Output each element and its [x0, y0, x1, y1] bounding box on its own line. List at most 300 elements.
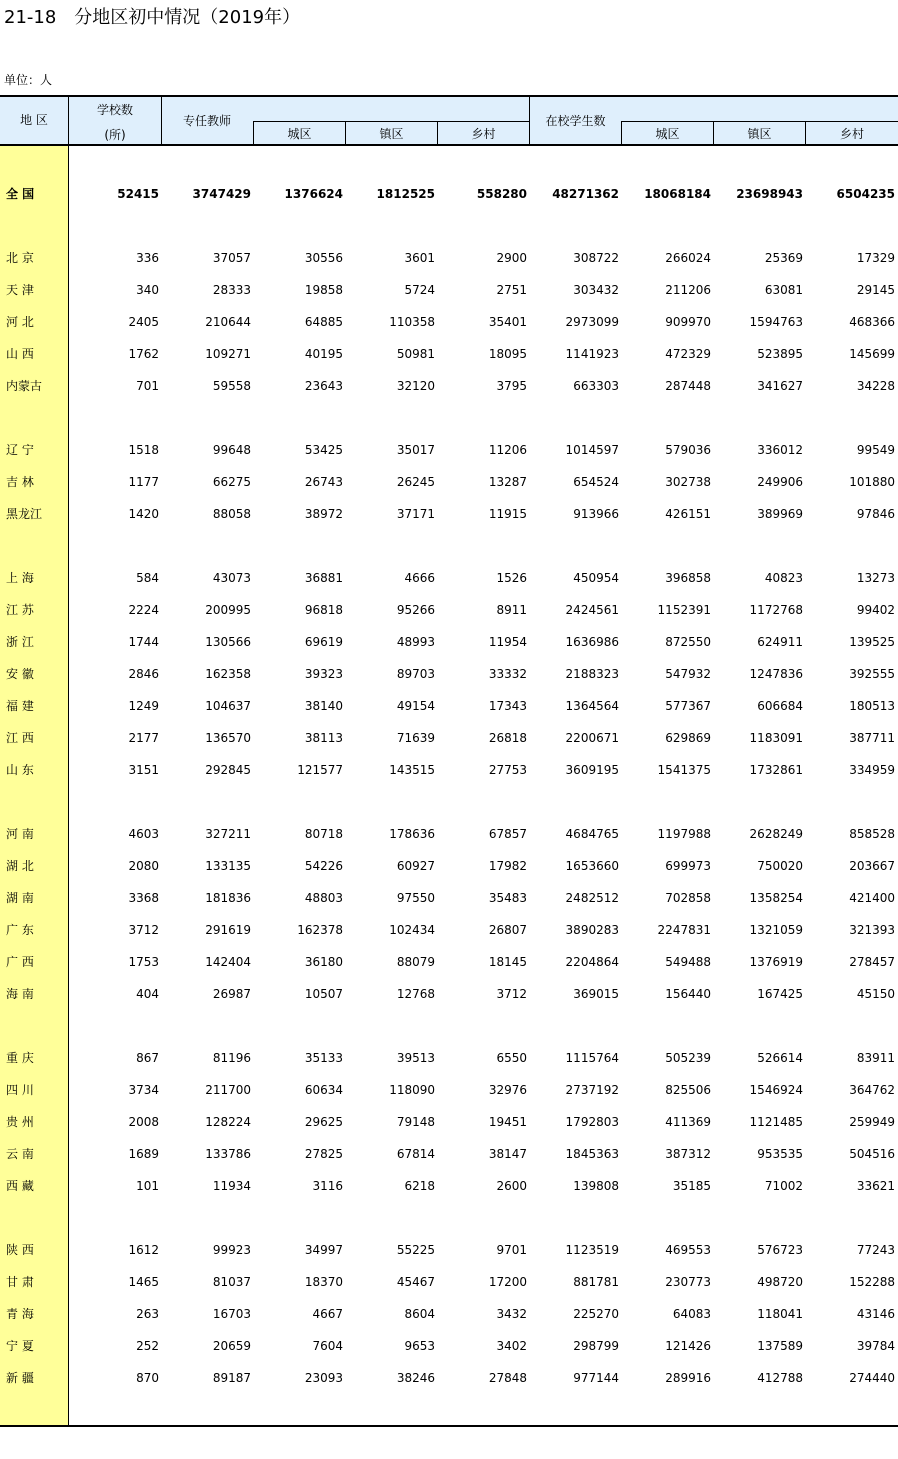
region-name: 湖 北 — [6, 859, 34, 873]
cell-students: 1636986 — [565, 635, 619, 649]
table-header — [0, 95, 898, 146]
region-name: 海 南 — [6, 987, 34, 1001]
cell-teachers-town: 1812525 — [376, 187, 435, 201]
cell-teachers-rural: 18095 — [488, 347, 527, 361]
cell-students-rural: 504516 — [849, 1147, 895, 1161]
cell-teachers-urban: 27825 — [304, 1147, 343, 1161]
table-row — [0, 376, 898, 396]
region-name: 甘 肃 — [6, 1275, 34, 1289]
table-row — [0, 440, 898, 460]
cell-schools: 2177 — [128, 731, 159, 745]
table-row — [0, 632, 898, 652]
cell-students-urban: 35185 — [672, 1179, 711, 1193]
cell-students-urban: 825506 — [665, 1083, 711, 1097]
cell-students-urban: 2247831 — [657, 923, 711, 937]
cell-teachers-town: 55225 — [396, 1243, 435, 1257]
cell-students: 654524 — [573, 475, 619, 489]
cell-students: 3890283 — [565, 923, 619, 937]
table-row — [0, 664, 898, 684]
cell-students-rural: 321393 — [849, 923, 895, 937]
region-name: 安 徽 — [6, 667, 34, 681]
cell-students-urban: 699973 — [665, 859, 711, 873]
cell-students-rural: 278457 — [849, 955, 895, 969]
header-students-rural: 乡村 — [839, 127, 864, 141]
cell-teachers: 37057 — [212, 251, 251, 265]
cell-teachers-rural: 2600 — [496, 1179, 527, 1193]
cell-teachers-town: 39513 — [396, 1051, 435, 1065]
cell-teachers: 16703 — [212, 1307, 251, 1321]
cell-teachers: 133786 — [205, 1147, 251, 1161]
table-row — [0, 920, 898, 940]
cell-teachers-town: 38246 — [396, 1371, 435, 1385]
cell-teachers-urban: 38113 — [304, 731, 343, 745]
cell-teachers-town: 79148 — [396, 1115, 435, 1129]
cell-teachers-rural: 13287 — [488, 475, 527, 489]
cell-teachers-town: 143515 — [389, 763, 435, 777]
table-row — [0, 248, 898, 268]
cell-students-town: 25369 — [764, 251, 803, 265]
cell-students-rural: 39784 — [856, 1339, 895, 1353]
cell-students-urban: 505239 — [665, 1051, 711, 1065]
cell-students-rural: 387711 — [849, 731, 895, 745]
cell-students-rural: 180513 — [849, 699, 895, 713]
table-row — [0, 888, 898, 908]
cell-students-town: 341627 — [757, 379, 803, 393]
cell-schools: 52415 — [117, 187, 159, 201]
cell-teachers: 210644 — [205, 315, 251, 329]
cell-students-rural: 45150 — [856, 987, 895, 1001]
cell-students-town: 1321059 — [749, 923, 803, 937]
region-column-background — [0, 146, 69, 1425]
cell-schools: 263 — [136, 1307, 159, 1321]
header-students-urban: 城区 — [655, 127, 680, 141]
cell-teachers: 89187 — [212, 1371, 251, 1385]
cell-students-town: 1376919 — [749, 955, 803, 969]
table-row — [0, 1272, 898, 1292]
cell-teachers-town: 26245 — [396, 475, 435, 489]
region-name: 广 西 — [6, 955, 34, 969]
cell-students-urban: 629869 — [665, 731, 711, 745]
cell-schools: 404 — [136, 987, 159, 1001]
cell-students-rural: 139525 — [849, 635, 895, 649]
cell-schools: 3368 — [128, 891, 159, 905]
cell-teachers: 327211 — [205, 827, 251, 841]
cell-students-urban: 1152391 — [657, 603, 711, 617]
cell-students-town: 2628249 — [749, 827, 803, 841]
cell-students-town: 167425 — [757, 987, 803, 1001]
cell-students-urban: 426151 — [665, 507, 711, 521]
cell-students-town: 118041 — [757, 1307, 803, 1321]
cell-schools: 870 — [136, 1371, 159, 1385]
table-row — [0, 1048, 898, 1068]
cell-teachers-urban: 48803 — [304, 891, 343, 905]
cell-students-rural: 858528 — [849, 827, 895, 841]
cell-students: 2973099 — [565, 315, 619, 329]
cell-teachers-town: 49154 — [396, 699, 435, 713]
cell-teachers-town: 71639 — [396, 731, 435, 745]
region-name: 陕 西 — [6, 1243, 34, 1257]
cell-teachers-urban: 39323 — [304, 667, 343, 681]
cell-teachers: 99923 — [212, 1243, 251, 1257]
cell-schools: 1518 — [128, 443, 159, 457]
cell-schools: 3734 — [128, 1083, 159, 1097]
cell-students: 4684765 — [565, 827, 619, 841]
cell-students-rural: 99402 — [856, 603, 895, 617]
cell-students-town: 1358254 — [749, 891, 803, 905]
cell-teachers: 81196 — [212, 1051, 251, 1065]
cell-teachers: 292845 — [205, 763, 251, 777]
cell-students-urban: 387312 — [665, 1147, 711, 1161]
region-name: 河 北 — [6, 315, 34, 329]
cell-teachers-town: 110358 — [389, 315, 435, 329]
cell-students-urban: 411369 — [665, 1115, 711, 1129]
cell-teachers-rural: 9701 — [496, 1243, 527, 1257]
cell-teachers-urban: 162378 — [297, 923, 343, 937]
cell-teachers-rural: 8911 — [496, 603, 527, 617]
cell-schools: 1177 — [128, 475, 159, 489]
region-name: 上 海 — [6, 571, 34, 585]
cell-teachers-rural: 27848 — [488, 1371, 527, 1385]
cell-teachers-urban: 53425 — [304, 443, 343, 457]
region-name: 西 藏 — [6, 1179, 34, 1193]
cell-students-urban: 64083 — [672, 1307, 711, 1321]
cell-teachers: 181836 — [205, 891, 251, 905]
cell-students-rural: 97846 — [856, 507, 895, 521]
region-name: 青 海 — [6, 1307, 34, 1321]
cell-students-town: 1546924 — [749, 1083, 803, 1097]
cell-teachers-rural: 11915 — [488, 507, 527, 521]
table-row — [0, 696, 898, 716]
cell-students-town: 40823 — [764, 571, 803, 585]
cell-students-rural: 99549 — [856, 443, 895, 457]
cell-students: 1792803 — [565, 1115, 619, 1129]
cell-students: 369015 — [573, 987, 619, 1001]
table-row — [0, 1336, 898, 1356]
cell-students-town: 249906 — [757, 475, 803, 489]
cell-teachers-town: 45467 — [396, 1275, 435, 1289]
cell-students: 1364564 — [565, 699, 619, 713]
cell-teachers-urban: 36881 — [304, 571, 343, 585]
cell-students: 450954 — [573, 571, 619, 585]
cell-teachers: 130566 — [205, 635, 251, 649]
cell-students: 977144 — [573, 1371, 619, 1385]
cell-students-urban: 302738 — [665, 475, 711, 489]
cell-schools: 1762 — [128, 347, 159, 361]
cell-teachers: 136570 — [205, 731, 251, 745]
cell-schools: 101 — [136, 1179, 159, 1193]
table-row — [0, 1144, 898, 1164]
cell-students: 2200671 — [565, 731, 619, 745]
cell-teachers-urban: 29625 — [304, 1115, 343, 1129]
cell-teachers-rural: 3402 — [496, 1339, 527, 1353]
header-divider — [621, 121, 898, 122]
cell-teachers-town: 48993 — [396, 635, 435, 649]
cell-students: 2204864 — [565, 955, 619, 969]
cell-students-town: 953535 — [757, 1147, 803, 1161]
cell-teachers: 26987 — [212, 987, 251, 1001]
cell-teachers: 128224 — [205, 1115, 251, 1129]
header-teachers-rural: 乡村 — [471, 127, 496, 141]
cell-students: 1653660 — [565, 859, 619, 873]
cell-teachers-urban: 19858 — [304, 283, 343, 297]
cell-schools: 252 — [136, 1339, 159, 1353]
cell-teachers-rural: 1526 — [496, 571, 527, 585]
cell-teachers-urban: 60634 — [304, 1083, 343, 1097]
cell-teachers-rural: 2900 — [496, 251, 527, 265]
cell-teachers-town: 12768 — [396, 987, 435, 1001]
cell-teachers: 28333 — [212, 283, 251, 297]
cell-students: 308722 — [573, 251, 619, 265]
cell-students-rural: 334959 — [849, 763, 895, 777]
cell-teachers-urban: 34997 — [304, 1243, 343, 1257]
cell-teachers-rural: 27753 — [488, 763, 527, 777]
header-students: 在校学生数 — [545, 114, 606, 128]
region-name: 天 津 — [6, 283, 34, 297]
region-name: 新 疆 — [6, 1371, 34, 1385]
table-row — [0, 1112, 898, 1132]
cell-teachers-town: 3601 — [404, 251, 435, 265]
cell-students: 303432 — [573, 283, 619, 297]
cell-students-urban: 547932 — [665, 667, 711, 681]
cell-teachers-urban: 23093 — [304, 1371, 343, 1385]
cell-teachers-rural: 6550 — [496, 1051, 527, 1065]
cell-teachers-rural: 2751 — [496, 283, 527, 297]
cell-teachers: 99648 — [212, 443, 251, 457]
cell-teachers-urban: 36180 — [304, 955, 343, 969]
cell-students-rural: 83911 — [856, 1051, 895, 1065]
cell-students-town: 1121485 — [749, 1115, 803, 1129]
cell-teachers: 43073 — [212, 571, 251, 585]
cell-teachers-town: 88079 — [396, 955, 435, 969]
cell-teachers-rural: 11954 — [488, 635, 527, 649]
table-row — [0, 1240, 898, 1260]
cell-students-urban: 579036 — [665, 443, 711, 457]
cell-schools: 1249 — [128, 699, 159, 713]
table-row — [0, 856, 898, 876]
region-name: 辽 宁 — [6, 443, 34, 457]
cell-teachers-urban: 96818 — [304, 603, 343, 617]
cell-teachers: 133135 — [205, 859, 251, 873]
cell-teachers: 142404 — [205, 955, 251, 969]
header-students-town: 镇区 — [747, 127, 772, 141]
cell-schools: 701 — [136, 379, 159, 393]
cell-students-urban: 549488 — [665, 955, 711, 969]
region-name: 山 东 — [6, 763, 34, 777]
cell-schools: 1753 — [128, 955, 159, 969]
cell-schools: 2080 — [128, 859, 159, 873]
region-name: 浙 江 — [6, 635, 34, 649]
cell-teachers-urban: 121577 — [297, 763, 343, 777]
region-name: 全 国 — [6, 187, 35, 201]
cell-teachers-rural: 26807 — [488, 923, 527, 937]
cell-teachers-town: 118090 — [389, 1083, 435, 1097]
cell-students-town: 523895 — [757, 347, 803, 361]
table-row — [0, 1304, 898, 1324]
cell-students-urban: 289916 — [665, 1371, 711, 1385]
cell-schools: 1744 — [128, 635, 159, 649]
cell-students-rural: 34228 — [856, 379, 895, 393]
cell-students-rural: 421400 — [849, 891, 895, 905]
cell-teachers-rural: 35401 — [488, 315, 527, 329]
cell-students-urban: 266024 — [665, 251, 711, 265]
cell-teachers-rural: 38147 — [488, 1147, 527, 1161]
cell-students-town: 1172768 — [749, 603, 803, 617]
cell-students-town: 412788 — [757, 1371, 803, 1385]
cell-students-town: 526614 — [757, 1051, 803, 1065]
cell-schools: 2008 — [128, 1115, 159, 1129]
cell-teachers-town: 67814 — [396, 1147, 435, 1161]
cell-students: 298799 — [573, 1339, 619, 1353]
cell-teachers-town: 178636 — [389, 827, 435, 841]
cell-students: 913966 — [573, 507, 619, 521]
region-name: 内蒙古 — [6, 379, 43, 393]
cell-students-urban: 469553 — [665, 1243, 711, 1257]
cell-students-rural: 364762 — [849, 1083, 895, 1097]
cell-students-urban: 211206 — [665, 283, 711, 297]
cell-teachers: 109271 — [205, 347, 251, 361]
cell-students: 1123519 — [565, 1243, 619, 1257]
cell-teachers-rural: 11206 — [488, 443, 527, 457]
region-name: 福 建 — [6, 699, 34, 713]
region-name: 江 苏 — [6, 603, 34, 617]
cell-teachers-urban: 40195 — [304, 347, 343, 361]
region-name: 江 西 — [6, 731, 34, 745]
cell-teachers: 291619 — [205, 923, 251, 937]
cell-teachers-urban: 3116 — [312, 1179, 343, 1193]
cell-schools: 1689 — [128, 1147, 159, 1161]
cell-students: 139808 — [573, 1179, 619, 1193]
cell-teachers-town: 35017 — [396, 443, 435, 457]
cell-teachers-urban: 23643 — [304, 379, 343, 393]
cell-students-urban: 18068184 — [644, 187, 711, 201]
region-name: 云 南 — [6, 1147, 34, 1161]
cell-students-rural: 101880 — [849, 475, 895, 489]
cell-teachers-town: 32120 — [396, 379, 435, 393]
region-name: 北 京 — [6, 251, 34, 265]
cell-teachers-town: 6218 — [404, 1179, 435, 1193]
cell-teachers: 3747429 — [192, 187, 251, 201]
cell-teachers-town: 8604 — [404, 1307, 435, 1321]
cell-teachers: 66275 — [212, 475, 251, 489]
header-teachers-town: 镇区 — [379, 127, 404, 141]
cell-schools: 1465 — [128, 1275, 159, 1289]
cell-teachers: 200995 — [205, 603, 251, 617]
cell-teachers: 104637 — [205, 699, 251, 713]
cell-teachers-rural: 558280 — [476, 187, 527, 201]
cell-students-urban: 577367 — [665, 699, 711, 713]
table-row — [0, 344, 898, 364]
cell-teachers-town: 50981 — [396, 347, 435, 361]
cell-teachers-rural: 67857 — [488, 827, 527, 841]
cell-teachers-urban: 80718 — [304, 827, 343, 841]
cell-students: 663303 — [573, 379, 619, 393]
region-name: 山 西 — [6, 347, 34, 361]
cell-schools: 584 — [136, 571, 159, 585]
table-row — [0, 1176, 898, 1196]
cell-students-rural: 145699 — [849, 347, 895, 361]
cell-students-rural: 13273 — [856, 571, 895, 585]
region-name: 广 东 — [6, 923, 34, 937]
cell-students: 3609195 — [565, 763, 619, 777]
cell-teachers-rural: 17200 — [488, 1275, 527, 1289]
cell-students-rural: 259949 — [849, 1115, 895, 1129]
cell-students-rural: 468366 — [849, 315, 895, 329]
region-name: 重 庆 — [6, 1051, 34, 1065]
cell-students-town: 606684 — [757, 699, 803, 713]
cell-schools: 340 — [136, 283, 159, 297]
cell-students-urban: 1541375 — [657, 763, 711, 777]
cell-teachers-rural: 26818 — [488, 731, 527, 745]
cell-students-rural: 29145 — [856, 283, 895, 297]
cell-students-rural: 17329 — [856, 251, 895, 265]
cell-teachers-rural: 3795 — [496, 379, 527, 393]
cell-students-urban: 230773 — [665, 1275, 711, 1289]
cell-teachers-urban: 7604 — [312, 1339, 343, 1353]
cell-students-town: 1732861 — [749, 763, 803, 777]
cell-students: 1014597 — [565, 443, 619, 457]
cell-students-urban: 909970 — [665, 315, 711, 329]
cell-schools: 2846 — [128, 667, 159, 681]
cell-students-town: 1183091 — [749, 731, 803, 745]
cell-students-urban: 1197988 — [657, 827, 711, 841]
table-row — [0, 824, 898, 844]
cell-teachers: 81037 — [212, 1275, 251, 1289]
cell-students: 1115764 — [565, 1051, 619, 1065]
table-row — [0, 1080, 898, 1100]
cell-students-rural: 203667 — [849, 859, 895, 873]
cell-students-town: 137589 — [757, 1339, 803, 1353]
header-schools: 学校数 — [96, 103, 133, 117]
header-region: 地 区 — [20, 113, 48, 127]
header-schools-unit: (所) — [104, 128, 126, 142]
table-row — [0, 728, 898, 748]
cell-schools: 1612 — [128, 1243, 159, 1257]
cell-students: 881781 — [573, 1275, 619, 1289]
cell-teachers-urban: 1376624 — [284, 187, 343, 201]
table-row — [0, 280, 898, 300]
cell-students-urban: 872550 — [665, 635, 711, 649]
cell-students-rural: 6504235 — [836, 187, 895, 201]
cell-teachers-urban: 35133 — [304, 1051, 343, 1065]
cell-students-urban: 121426 — [665, 1339, 711, 1353]
table-row — [0, 472, 898, 492]
cell-students-rural: 77243 — [856, 1243, 895, 1257]
region-name: 宁 夏 — [6, 1339, 34, 1353]
table-row — [0, 312, 898, 332]
cell-teachers: 11934 — [212, 1179, 251, 1193]
cell-teachers-urban: 64885 — [304, 315, 343, 329]
cell-teachers-urban: 10507 — [304, 987, 343, 1001]
cell-teachers-rural: 32976 — [488, 1083, 527, 1097]
cell-teachers-rural: 33332 — [488, 667, 527, 681]
cell-students-urban: 702858 — [665, 891, 711, 905]
cell-students: 2188323 — [565, 667, 619, 681]
cell-teachers-town: 60927 — [396, 859, 435, 873]
cell-students-rural: 43146 — [856, 1307, 895, 1321]
cell-teachers-town: 5724 — [404, 283, 435, 297]
cell-teachers-town: 4666 — [404, 571, 435, 585]
cell-students: 1845363 — [565, 1147, 619, 1161]
region-name: 四 川 — [6, 1083, 34, 1097]
cell-students-urban: 156440 — [665, 987, 711, 1001]
cell-students-rural: 33621 — [856, 1179, 895, 1193]
region-name: 湖 南 — [6, 891, 34, 905]
table-row — [0, 600, 898, 620]
cell-students: 2737192 — [565, 1083, 619, 1097]
cell-teachers-town: 102434 — [389, 923, 435, 937]
cell-students-urban: 396858 — [665, 571, 711, 585]
cell-teachers-rural: 17982 — [488, 859, 527, 873]
